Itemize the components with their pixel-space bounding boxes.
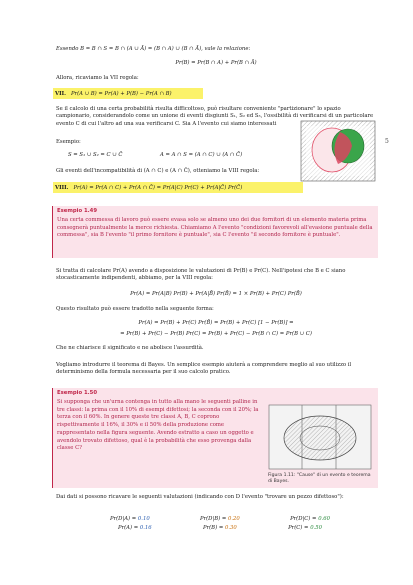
bayes-causes-figure: [268, 404, 372, 470]
valuations-row-conditional: [110, 516, 330, 523]
defective-event-ellipse: [284, 416, 356, 460]
equation-s-partition: S = S₁ ∪ S₂ = C ∪ C̄: [68, 152, 123, 158]
rule-vii-formula: Pr(A ∪ B) = Pr(A) + P(B) − Pr(A ∩ B): [70, 91, 172, 97]
bayes-figure-caption: Figura 1.11: "Cause" di un evento e teorema di Bayes.: [268, 473, 371, 485]
translation-paragraph: Questo risultato può essere tradotto nella seguente forma:: [56, 306, 214, 312]
valuations-paragraph: Dai dati si possono ricavare le seguenti valutazioni (indicando con D l'evento "trovare un pezzo difettoso"):: [56, 494, 344, 500]
rule-viii-label: VIII.: [55, 185, 69, 191]
value-pr-a: Pr(A) = 0.16: [118, 525, 152, 532]
rule-vii-highlight: [53, 88, 203, 99]
rule-viii-highlight: [53, 182, 303, 193]
bayes-intro-paragraph: Vogliamo introdurre il teorema di Bayes. Un semplice esempio aiuterà a comprendere meglio al suo utilizzo il determinismo della formula necessaria per il suo calcolo pratico.: [56, 362, 352, 376]
incompatibility-paragraph: Gli eventi dell'incompatibilità di (A ∩ C) e (A ∩ C̄), otteniamo la VIII regola:: [56, 168, 260, 174]
equation-pr-b: Pr(B) = Pr(B ∩ A) + Pr(B ∩ Ā): [175, 60, 257, 66]
value-pr-d-given-c: Pr(D|C) = 0.60: [290, 516, 330, 522]
example-1-50-title: Esempio 1.50: [57, 390, 98, 396]
value-pr-c: Pr(C) = 0.50: [288, 525, 322, 532]
page-number: 5: [385, 138, 389, 145]
rule-vii-label: VII.: [55, 91, 66, 97]
calc-paragraph: Si tratta di calcolare Pr(A) avendo a disposizione le valutazioni di Pr(B) e Pr(C). Nell'ipotesi che B e C siano stocasticamente indipendenti, abbiamo, per la VIII regola:: [56, 268, 346, 282]
example-1-49-body: Una certa commessa di lavoro può essere evasa solo se almeno uno dei due fornitori di un elemento materia prima consegnerà puntualmente la merce richiesta. Chiamiamo A l'evento "condizioni favorevoli all'evasione puntuale della commessa", sia B l'evento "il primo fornitore è puntuale", sia C l'evento "il secondo fornitore è puntuale".: [57, 217, 373, 239]
equation-pr-a-3: = Pr(B) + Pr(C) − Pr(B) Pr(C) = Pr(B) + Pr(C) − Pr(B ∩ C) = Pr(B ∪ C): [120, 331, 312, 337]
example-1-49-title: Esempio 1.49: [57, 208, 98, 214]
equation-a-partition: A = A ∩ S = (A ∩ C) ∪ (A ∩ C̄): [160, 152, 243, 158]
meaning-paragraph: Che ne chiarisce il significato e ne abolisce l'assurdità.: [56, 345, 204, 351]
equation-pr-a-2: Pr(A) = Pr(B) + Pr(C) Pr(B̄) = Pr(B) + Pr(C) [1 − Pr(B)] =: [138, 320, 294, 326]
valuations-table: [110, 516, 330, 532]
value-pr-d-given-a: Pr(D|A) = 0.10: [110, 516, 150, 522]
value-pr-b: Pr(B) = 0.30: [203, 525, 237, 532]
intro-line: Essendo B = B ∩ S = B ∩ (A ∪ Ā) = (B ∩ A) ∪ (B ∩ Ā), vale la relazione:: [56, 46, 251, 52]
equation-pr-a-1: Pr(A) = Pr(A|B) Pr(B) + Pr(A|B̄) Pr(B̄) = 1 × Pr(B) + Pr(C) Pr(B̄): [130, 291, 302, 297]
esempio-word: Esempio:: [56, 139, 81, 145]
valuations-row-prior: [110, 525, 330, 532]
example-1-49-box: [52, 206, 378, 258]
allora-line: Allora, ricaviamo la VII regola:: [56, 75, 139, 81]
value-pr-d-given-b: Pr(D|B) = 0.20: [200, 516, 240, 522]
example-1-50-body: Si supponga che un'urna contenga in tutto alla mano le seguenti palline in tre classi: la prima con il 10% di esempi difettosi; la seconda con il 20%; la terza con il 60%. In genere queste tre classi A, B, C coprono rispettivamente il 16%, il 30% e il 50% della produzione come rappresentato nella figura seguente. Avendo estratto a caso un oggetto e avendolo trovato difettoso, qual è la probabilità che esso provenga dalla classe C?: [57, 399, 259, 452]
partition-paragraph: Se il calcolo di una certa probabilità risulta difficoltoso, può risultare conveniente "partizionare" lo spazio campionario, considerandolo come un unione di eventi disgiunti S₁, S₂ ed S₃, l'ossibilità di verificarsi di un particolare evento C di cui l'altro ad una sua verificarsi C. Sia A l'evento cui siamo interessati: [56, 106, 374, 127]
rule-viii-formula: Pr(A) = Pr(A ∩ C) + Pr(A ∩ C̄) = Pr(A|C) Pr(C) + Pr(A|C̄) Pr(C̄): [73, 185, 243, 191]
